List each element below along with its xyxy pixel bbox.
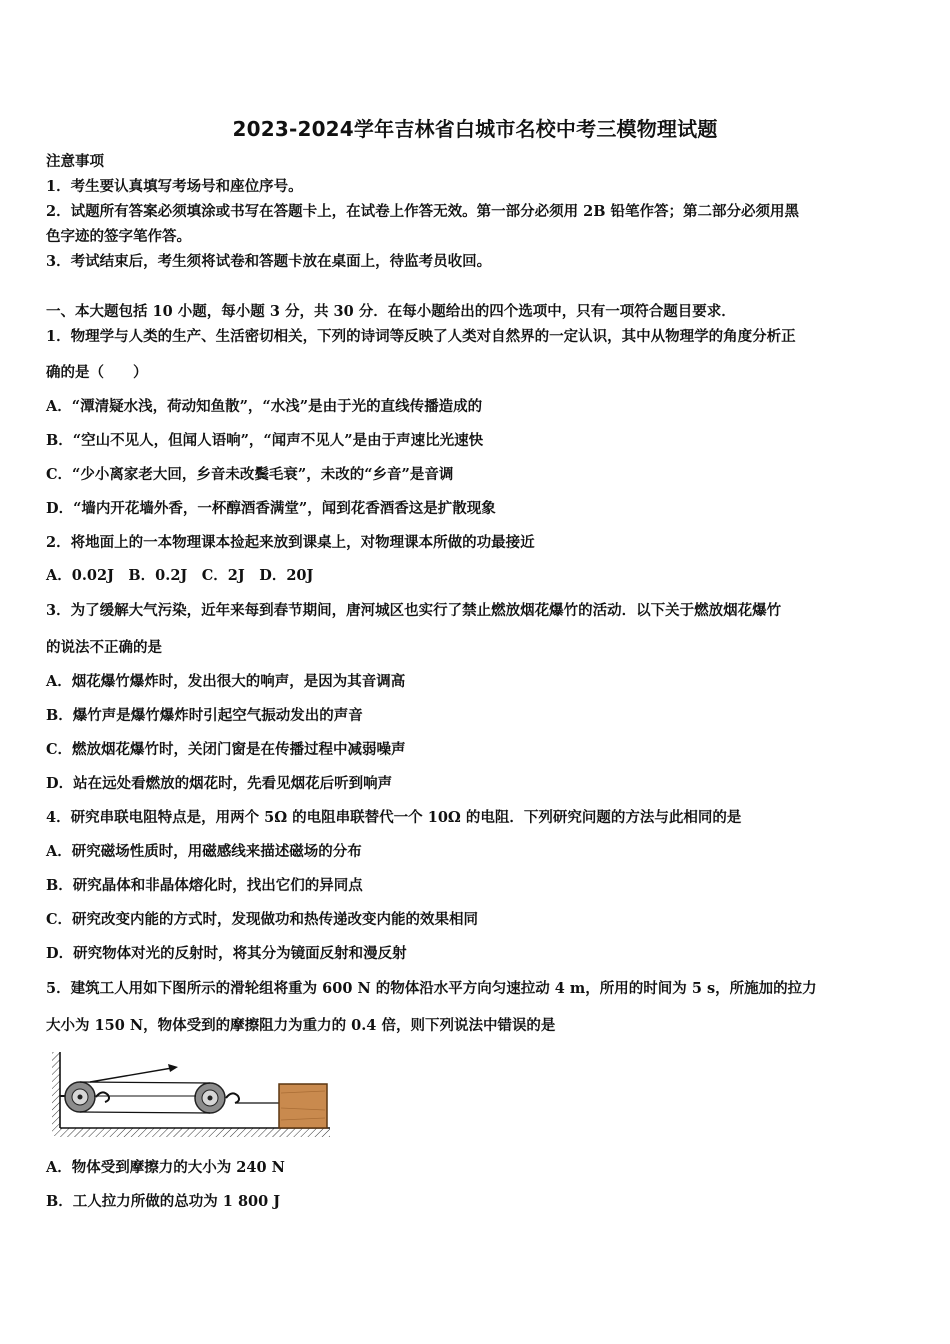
- wall-hatch: [52, 1052, 60, 1136]
- rope-bottom: [80, 1112, 210, 1113]
- hook-right-icon: [226, 1093, 239, 1103]
- page-title: 2023-2024学年吉林省白城市名校中考三模物理试题: [232, 117, 718, 141]
- q5-option-a: A．物体受到摩擦力的大小为 240 N: [46, 1159, 285, 1176]
- q4-option-d: D．研究物体对光的反射时，将其分为镜面反射和漫反射: [46, 945, 407, 962]
- q4-option-a: A．研究磁场性质时，用磁感线来描述磁场的分布: [46, 843, 362, 860]
- notice-heading: 注意事项: [46, 153, 104, 170]
- ground-hatch: [60, 1128, 330, 1137]
- notice-item-1: 1．考生要认真填写考场号和座位序号。: [46, 178, 303, 195]
- q3-option-a: A．烟花爆竹爆炸时，发出很大的响声，是因为其音调高: [46, 673, 406, 690]
- section-heading: 一、本大题包括 10 小题，每小题 3 分，共 30 分．在每小题给出的四个选项中，只有一项符合题目要求．: [46, 303, 736, 320]
- q3-stem-cont: 的说法不正确的是: [46, 639, 162, 656]
- q3-option-d: D．站在远处看燃放的烟花时，先看见烟花后听到响声: [46, 775, 393, 792]
- rope-top: [80, 1082, 210, 1083]
- q1-option-c: C．“少小离家老大回，乡音未改鬓毛衰”，未改的“乡音”是音调: [46, 466, 454, 483]
- q1-option-b: B．“空山不见人，但闻人语响”，“闻声不见人”是由于声速比光速快: [46, 432, 484, 449]
- q2-stem: 2．将地面上的一本物理课本捡起来放到课桌上，对物理课本所做的功最接近: [46, 534, 535, 551]
- notice-item-2: 2．试题所有答案必须填涂或书写在答题卡上，在试卷上作答无效。第一部分必须用 2B 铅笔作答；第二部分必须用黑: [46, 203, 800, 220]
- wooden-block: [279, 1084, 327, 1128]
- q1-option-d: D．“墙内开花墙外香，一杯醇酒香满堂”，闻到花香酒香这是扩散现象: [46, 500, 496, 517]
- q1-stem: 1．物理学与人类的生产、生活密切相关，下列的诗词等反映了人类对自然界的一定认识，其中从物理学的角度分析正: [46, 328, 796, 345]
- q5-stem-cont: 大小为 150 N，物体受到的摩擦阻力为重力的 0.4 倍，则下列说法中错误的是: [46, 1017, 556, 1034]
- q5-option-b: B．工人拉力所做的总功为 1 800 J: [46, 1193, 281, 1210]
- moving-pulley-axle: [208, 1096, 213, 1101]
- pull-arrow-icon: [168, 1064, 178, 1072]
- q1-stem-cont: 确的是（ ）: [46, 364, 148, 381]
- pull-rope: [90, 1068, 172, 1082]
- fixed-pulley-axle: [78, 1095, 83, 1100]
- notice-item-3: 3．考试结束后，考生须将试卷和答题卡放在桌面上，待监考员收回。: [46, 253, 492, 270]
- q1-option-a: A．“潭清疑水浅，荷动知鱼散”，“水浅”是由于光的直线传播造成的: [46, 398, 483, 415]
- q4-option-c: C．研究改变内能的方式时，发现做功和热传递改变内能的效果相同: [46, 911, 479, 928]
- q2-options: A．0.02J B．0.2J C．2J D．20J: [46, 567, 314, 584]
- q4-option-b: B．研究晶体和非晶体熔化时，找出它们的异同点: [46, 877, 363, 894]
- hook-left-icon: [96, 1092, 109, 1102]
- q4-stem: 4．研究串联电阻特点是，用两个 5Ω 的电阻串联替代一个 10Ω 的电阻．下列研究问题的方法与此相同的是: [46, 809, 742, 826]
- notice-item-2-cont: 色字迹的签字笔作答。: [46, 228, 191, 245]
- q3-stem: 3．为了缓解大气污染，近年来每到春节期间，唐河城区也实行了禁止燃放烟花爆竹的活动．以下关于燃放烟花爆竹: [46, 602, 782, 619]
- q3-option-b: B．爆竹声是爆竹爆炸时引起空气振动发出的声音: [46, 707, 363, 724]
- q5-stem: 5．建筑工人用如下图所示的滑轮组将重为 600 N 的物体沿水平方向匀速拉动 4 m，所用的时间为 5 s，所施加的拉力: [46, 980, 817, 997]
- pulley-diagram: [50, 1048, 332, 1140]
- q3-option-c: C．燃放烟花爆竹时，关闭门窗是在传播过程中减弱噪声: [46, 741, 406, 758]
